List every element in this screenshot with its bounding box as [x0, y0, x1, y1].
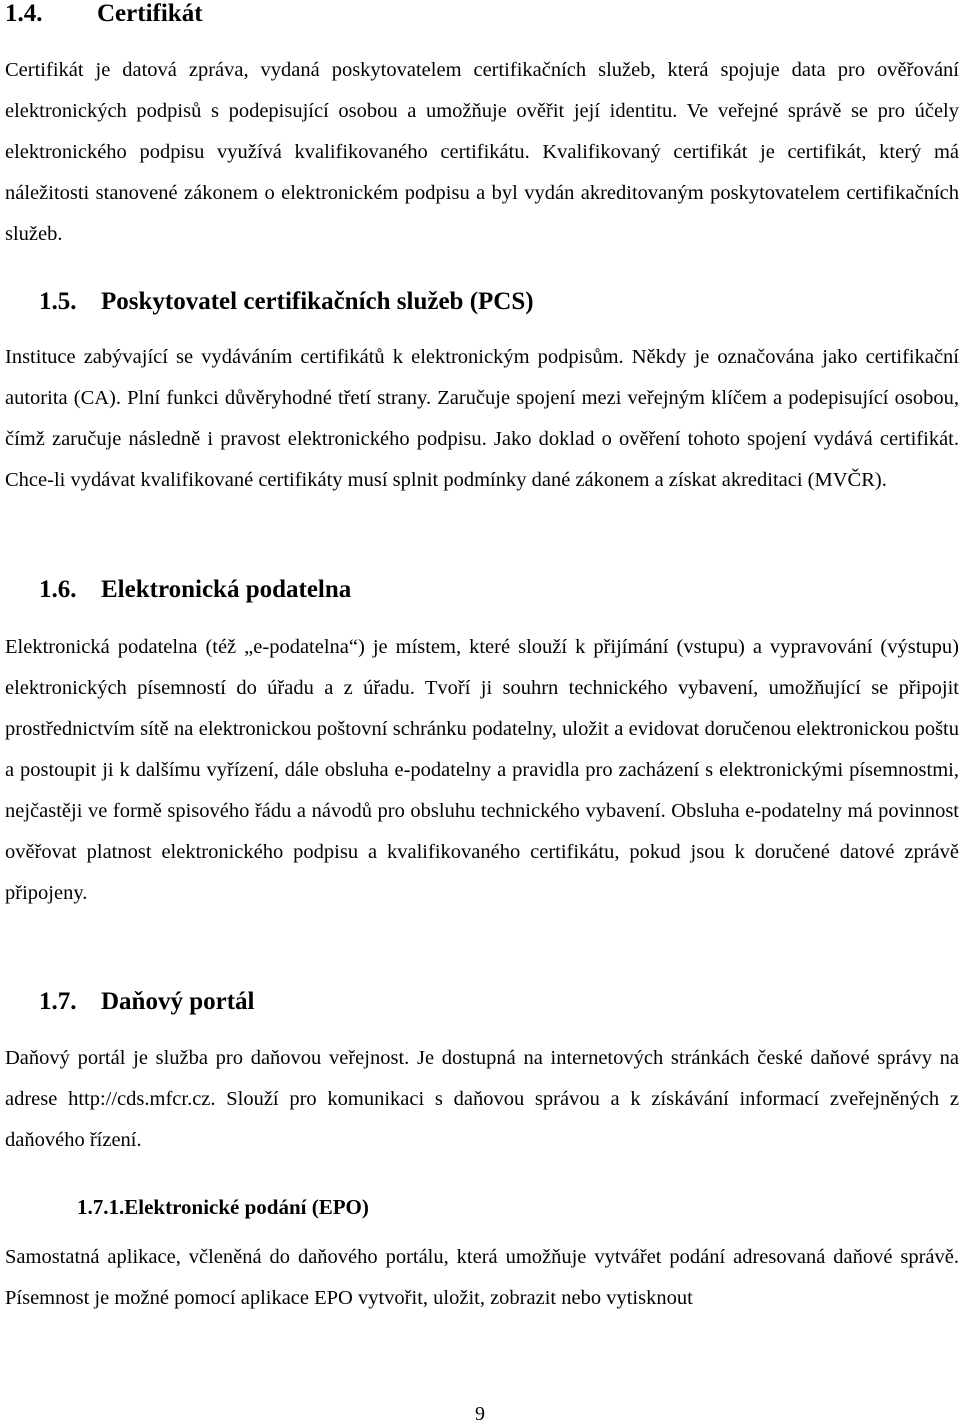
heading-1-7-title: Daňový portál — [101, 988, 255, 1015]
heading-1-5-number: 1.5. — [39, 288, 77, 315]
heading-1-5-title: Poskytovatel certifikačních služeb (PCS) — [101, 288, 534, 315]
heading-1-5 — [39, 287, 534, 317]
heading-1-6-number: 1.6. — [39, 576, 77, 603]
heading-1-7-1-number: 1.7.1. — [77, 1195, 125, 1219]
heading-1-7 — [39, 987, 254, 1017]
paragraph-pcs: Instituce zabývající se vydáváním certifikátů k elektronickým podpisům. Někdy je označována jako certifikační autorita (CA). Plní funkci důvěryhodné třetí strany. Zaručuje spojení mezi veřejným klíčem a podepisující osobou, čímž zaručuje následně i pravost elektronického podpisu. Jako doklad o ověření tohoto spojení vydává certifikát. Chce-li vydávat kvalifikované certifikáty musí splnit podmínky dané zákonem a získat akreditaci (MVČR). — [5, 346, 959, 491]
paragraph-e-podatelna: Elektronická podatelna (též „e-podatelna“) je místem, které slouží k přijímání (vstupu) a vypravování (výstupu) elektronických písemností do úřadu a z úřadu. Tvoří ji souhrn technického vybavení, umožňující se připojit prostřednictvím sítě na elektronickou poštovní schránku podatelny, uložit a evidovat doručenou elektronickou poštu a postoupit ji k dalšímu vyřízení, dále obsluha e-podatelny a pravidla pro zacházení s elektronickými písemnostmi, nejčastěji ve formě spisového řádu a návodů pro obsluhu technického vybavení. Obsluha e-podatelny má povinnost ověřovat platnost elektronického podpisu a kvalifikovaného certifikátu, pokud jsou k doručené datové zprávě připojeny. — [5, 636, 959, 904]
heading-1-4-number: 1.4. — [5, 0, 43, 27]
paragraph-epo: Samostatná aplikace, včleněná do daňového portálu, která umožňuje vytvářet podání adresovaná daňové správě. Písemnost je možné pomocí aplikace EPO vytvořit, uložit, zobrazit nebo vytisknout — [5, 1246, 959, 1309]
heading-1-7-number: 1.7. — [39, 988, 77, 1015]
heading-1-4 — [5, 0, 203, 29]
paragraph-danovy-portal: Daňový portál je služba pro daňovou veřejnost. Je dostupná na internetových stránkách české daňové správy na adrese http://cds.mfcr.cz. Slouží pro komunikaci s daňovou správou a k získávání informací zveřejněných z daňového řízení. — [5, 1047, 959, 1151]
heading-1-7-1 — [77, 1194, 369, 1220]
heading-1-4-title: Certifikát — [97, 0, 203, 27]
heading-1-6 — [39, 575, 351, 605]
paragraph-certifikat: Certifikát je datová zpráva, vydaná poskytovatelem certifikačních služeb, která spojuje data pro ověřování elektronických podpisů s podepisující osobou a umožňuje ověřit její identitu. Ve veřejné správě se pro účely elektronického podpisu využívá kvalifikovaného certifikátu. Kvalifikovaný certifikát je certifikát, který má náležitosti stanovené zákonem o elektronickém podpisu a byl vydán akreditovaným poskytovatelem certifikačních služeb. — [5, 59, 959, 245]
page-number: 9 — [475, 1403, 485, 1425]
heading-1-6-title: Elektronická podatelna — [101, 576, 352, 603]
heading-1-7-1-title: Elektronické podání (EPO) — [124, 1195, 369, 1219]
